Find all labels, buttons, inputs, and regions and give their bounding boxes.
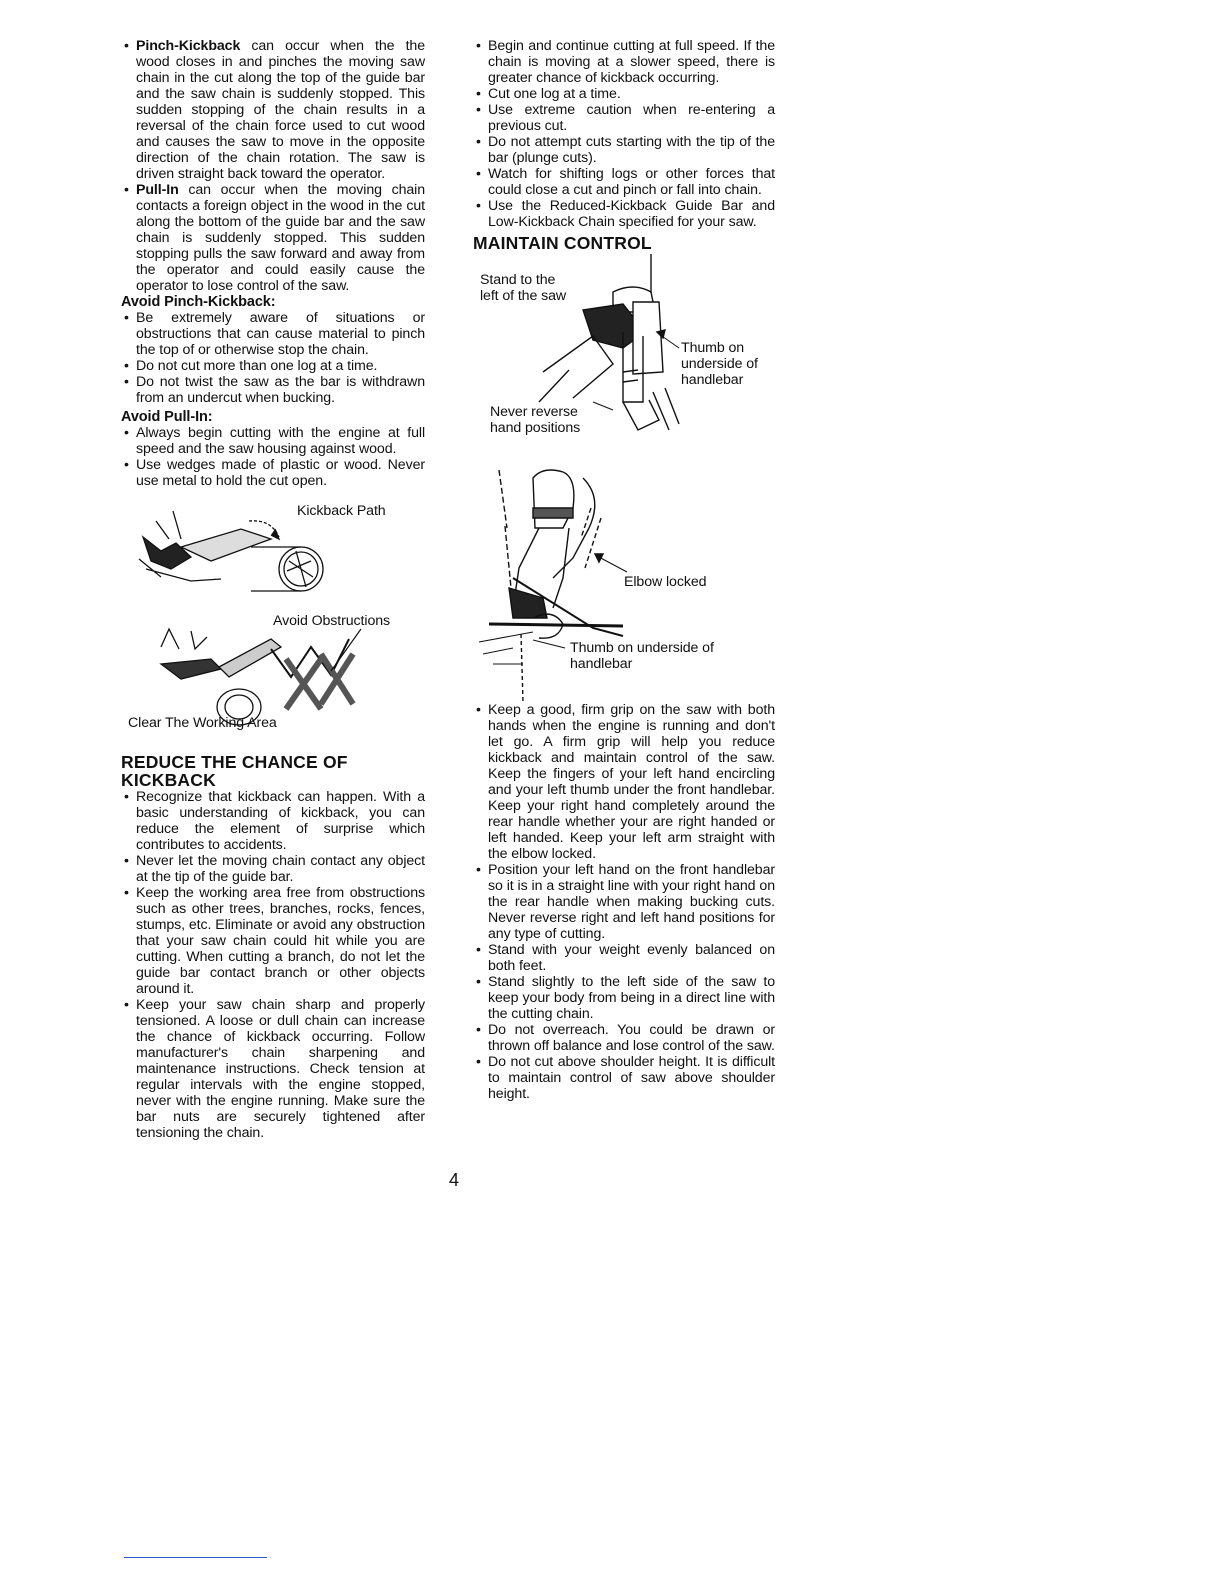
thumb-label-line3: handlebar: [681, 372, 744, 388]
list-item: • Stand slightly to the left side of the saw to keep your body from being in a direct line with the cutting chain.: [473, 974, 775, 1022]
thumb-underside-line2: handlebar: [570, 656, 633, 672]
reduce-heading-line2: KICKBACK: [121, 770, 216, 790]
right-column: [473, 38, 775, 1102]
elbow-figure: [473, 468, 775, 702]
elbow-locked-label: Elbow locked: [624, 574, 707, 590]
list-item: • Do not cut above shoulder height. It is difficult to maintain control of saw above shoulder height.: [473, 1054, 775, 1102]
avoid-pull-heading: Avoid Pull-In:: [121, 409, 213, 425]
avoid-obstructions-label: Avoid Obstructions: [273, 613, 391, 629]
reduce-heading-line1: REDUCE THE CHANCE OF: [121, 752, 348, 772]
bottom-bullet-list: [473, 702, 775, 1102]
list-item: • Keep your saw chain sharp and properly tensioned. A loose or dull chain can increase the chance of kickback occurring. Follow manufacturer's chain sharpening and maintenance instructions. Check tension at regular intervals with the engine stopped, never with the engine running. Make sure the bar nuts are securely tightened after tensioning the chain.: [121, 997, 425, 1141]
kickback-path-label: Kickback Path: [297, 503, 386, 519]
thumb-label-line1: Thumb on: [681, 340, 745, 356]
list-item: • Always begin cutting with the engine at full speed and the saw housing against wood.: [121, 425, 425, 457]
figure-caption: Clear The Working Area: [128, 715, 277, 731]
list-item: • Never let the moving chain contact any object at the tip of the guide bar.: [121, 853, 425, 885]
maintain-control-heading: MAINTAIN CONTROL: [473, 233, 652, 253]
list-item: [121, 182, 425, 294]
footer-rule: [124, 1557, 267, 1558]
thumb-label-line2: underside of: [681, 356, 758, 372]
reduce-bullet-list: [121, 789, 425, 1141]
list-item: • Do not attempt cuts starting with the tip of the bar (plunge cuts).: [473, 134, 775, 166]
list-item: • Use extreme caution when re-entering a previous cut.: [473, 102, 775, 134]
list-item: • Use wedges made of plastic or wood. Never use metal to hold the cut open.: [121, 457, 425, 489]
never-label-line1: Never reverse: [490, 404, 578, 420]
avoid-pinch-heading: Avoid Pinch-Kickback:: [121, 294, 276, 310]
kickback-figure: [121, 499, 425, 749]
list-item: [121, 38, 425, 182]
grip-figure: [473, 252, 775, 458]
page-number: 4: [449, 1170, 460, 1190]
stand-label-line1: Stand to the: [480, 272, 556, 288]
avoid-pull-list: [121, 425, 425, 489]
list-item: • Do not cut more than one log at a time.: [121, 358, 425, 374]
bullet-text: can occur when the the wood closes in and pinches the moving saw chain in the cut along the top of the guide bar and the saw chain is suddenly stopped. This sudden stopping of the chain results in a reversal of the chain force used to cut wood and causes the saw to move in the opposite direction of the chain rotation. The saw is driven straight back toward the operator.: [136, 38, 425, 182]
thumb-underside-line1: Thumb on underside of: [570, 640, 714, 656]
list-item: • Be extremely aware of situations or obstructions that can cause material to pinch the top of or otherwise stop the chain.: [121, 310, 425, 358]
list-item: • Keep the working area free from obstructions such as other trees, branches, rocks, fences, stumps, etc. Eliminate or avoid any obstruction that your saw chain could hit while you are cutting. When cutting a branch, do not let the guide bar contact branch or other objects around it.: [121, 885, 425, 997]
never-label-line2: hand positions: [490, 420, 581, 436]
stand-label-line2: left of the saw: [480, 288, 567, 304]
list-item: • Watch for shifting logs or other forces that could close a cut and pinch or fall into chain.: [473, 166, 775, 198]
term-pull-in: Pull-In: [136, 182, 179, 198]
bullet-text: can occur when the moving chain contacts a foreign object in the wood in the cut along the bottom of the guide bar and the saw chain is suddenly stopped. This sudden stopping pulls the saw forward and away from the operator and could easily cause the operator to lose control of the saw.: [136, 182, 425, 294]
list-item: • Use the Reduced-Kickback Guide Bar and Low-Kickback Chain specified for your saw.: [473, 198, 775, 230]
term-pinch-kickback: Pinch-Kickback: [136, 38, 241, 54]
list-item: • Do not twist the saw as the bar is withdrawn from an undercut when bucking.: [121, 374, 425, 406]
list-item: • Begin and continue cutting at full speed. If the chain is moving at a slower speed, there is greater chance of kickback occurring.: [473, 38, 775, 86]
left-column: [121, 38, 425, 1141]
list-item: • Recognize that kickback can happen. With a basic understanding of kickback, you can reduce the element of surprise which contributes to accidents.: [121, 789, 425, 853]
top-bullet-list: [473, 38, 775, 230]
list-item: • Stand with your weight evenly balanced on both feet.: [473, 942, 775, 974]
list-item: • Do not overreach. You could be drawn or thrown off balance and lose control of the saw.: [473, 1022, 775, 1054]
list-item: • Keep a good, firm grip on the saw with both hands when the engine is running and don't let go. A firm grip will help you reduce kickback and maintain control of the saw. Keep the fingers of your left hand encircling and your left thumb under the front handlebar. Keep your right hand completely around the rear handle whether your are right handed or left handed. Keep your left arm straight with the elbow locked.: [473, 702, 775, 862]
intro-bullet-list: [121, 38, 425, 294]
list-item: • Cut one log at a time.: [473, 86, 775, 102]
avoid-pinch-list: [121, 310, 425, 406]
list-item: • Position your left hand on the front handlebar so it is in a straight line with your right hand on the rear handle when making bucking cuts. Never reverse right and left hand positions for any type of cutting.: [473, 862, 775, 942]
